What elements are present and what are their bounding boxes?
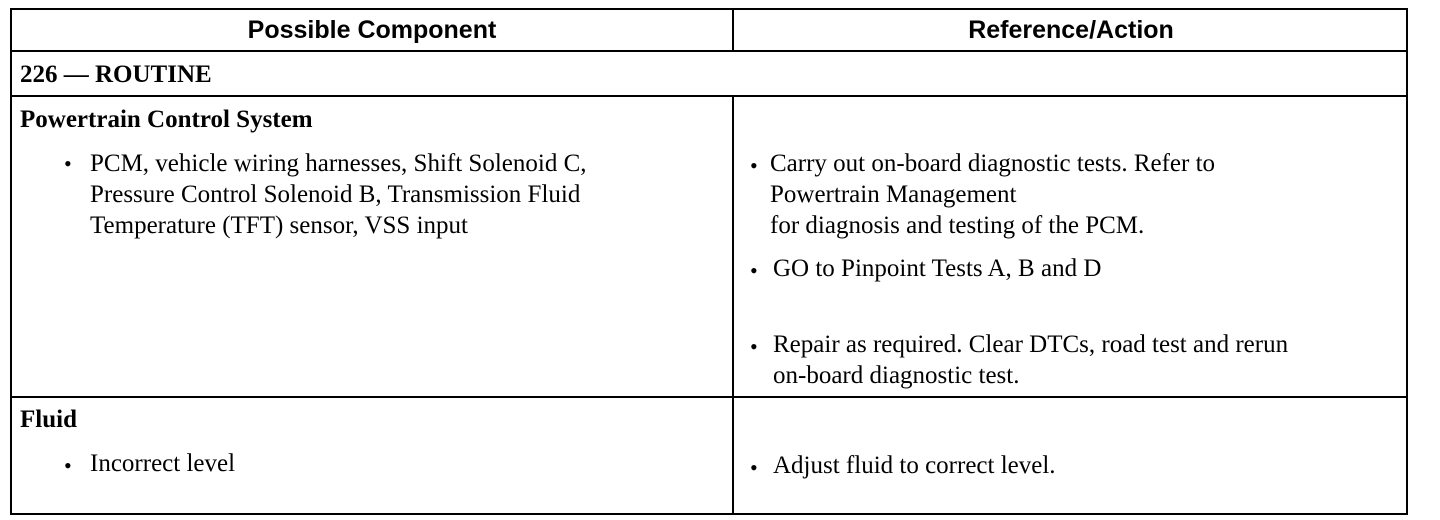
bullet-icon: •	[750, 455, 758, 480]
routine-divider	[12, 95, 1406, 97]
section-title-fluid: Fluid	[20, 406, 77, 433]
column-divider-body	[732, 97, 734, 513]
bullet-icon: •	[64, 453, 72, 478]
component-text: PCM, vehicle wiring harnesses, Shift Solenoid C, Pressure Control Solenoid B, Transmission Fluid Temperature (TFT) sensor, VSS input	[90, 150, 587, 239]
section-title-powertrain: Powertrain Control System	[20, 106, 313, 133]
action-text: GO to Pinpoint Tests A, B and D	[773, 255, 1102, 282]
bullet-icon: •	[750, 334, 758, 359]
header-possible-component: Possible Component	[247, 15, 497, 44]
bullet-icon: •	[64, 151, 72, 176]
diagnostic-table	[10, 8, 1408, 515]
section-divider	[12, 396, 1406, 398]
column-divider-header	[732, 10, 734, 50]
action-text: Repair as required. Clear DTCs, road test and rerun on-board diagnostic test.	[773, 331, 1289, 389]
header-reference-action: Reference/Action	[968, 15, 1174, 44]
action-text: Carry out on-board diagnostic tests. Refer to Powertrain Management for diagnosis and testing of the PCM.	[770, 150, 1216, 239]
component-text: Incorrect level	[90, 450, 236, 477]
bullet-icon: •	[750, 153, 758, 178]
header-divider	[12, 50, 1406, 52]
routine-label: 226 — ROUTINE	[20, 61, 212, 88]
action-text: Adjust fluid to correct level.	[773, 452, 1056, 479]
bullet-icon: •	[750, 258, 758, 283]
